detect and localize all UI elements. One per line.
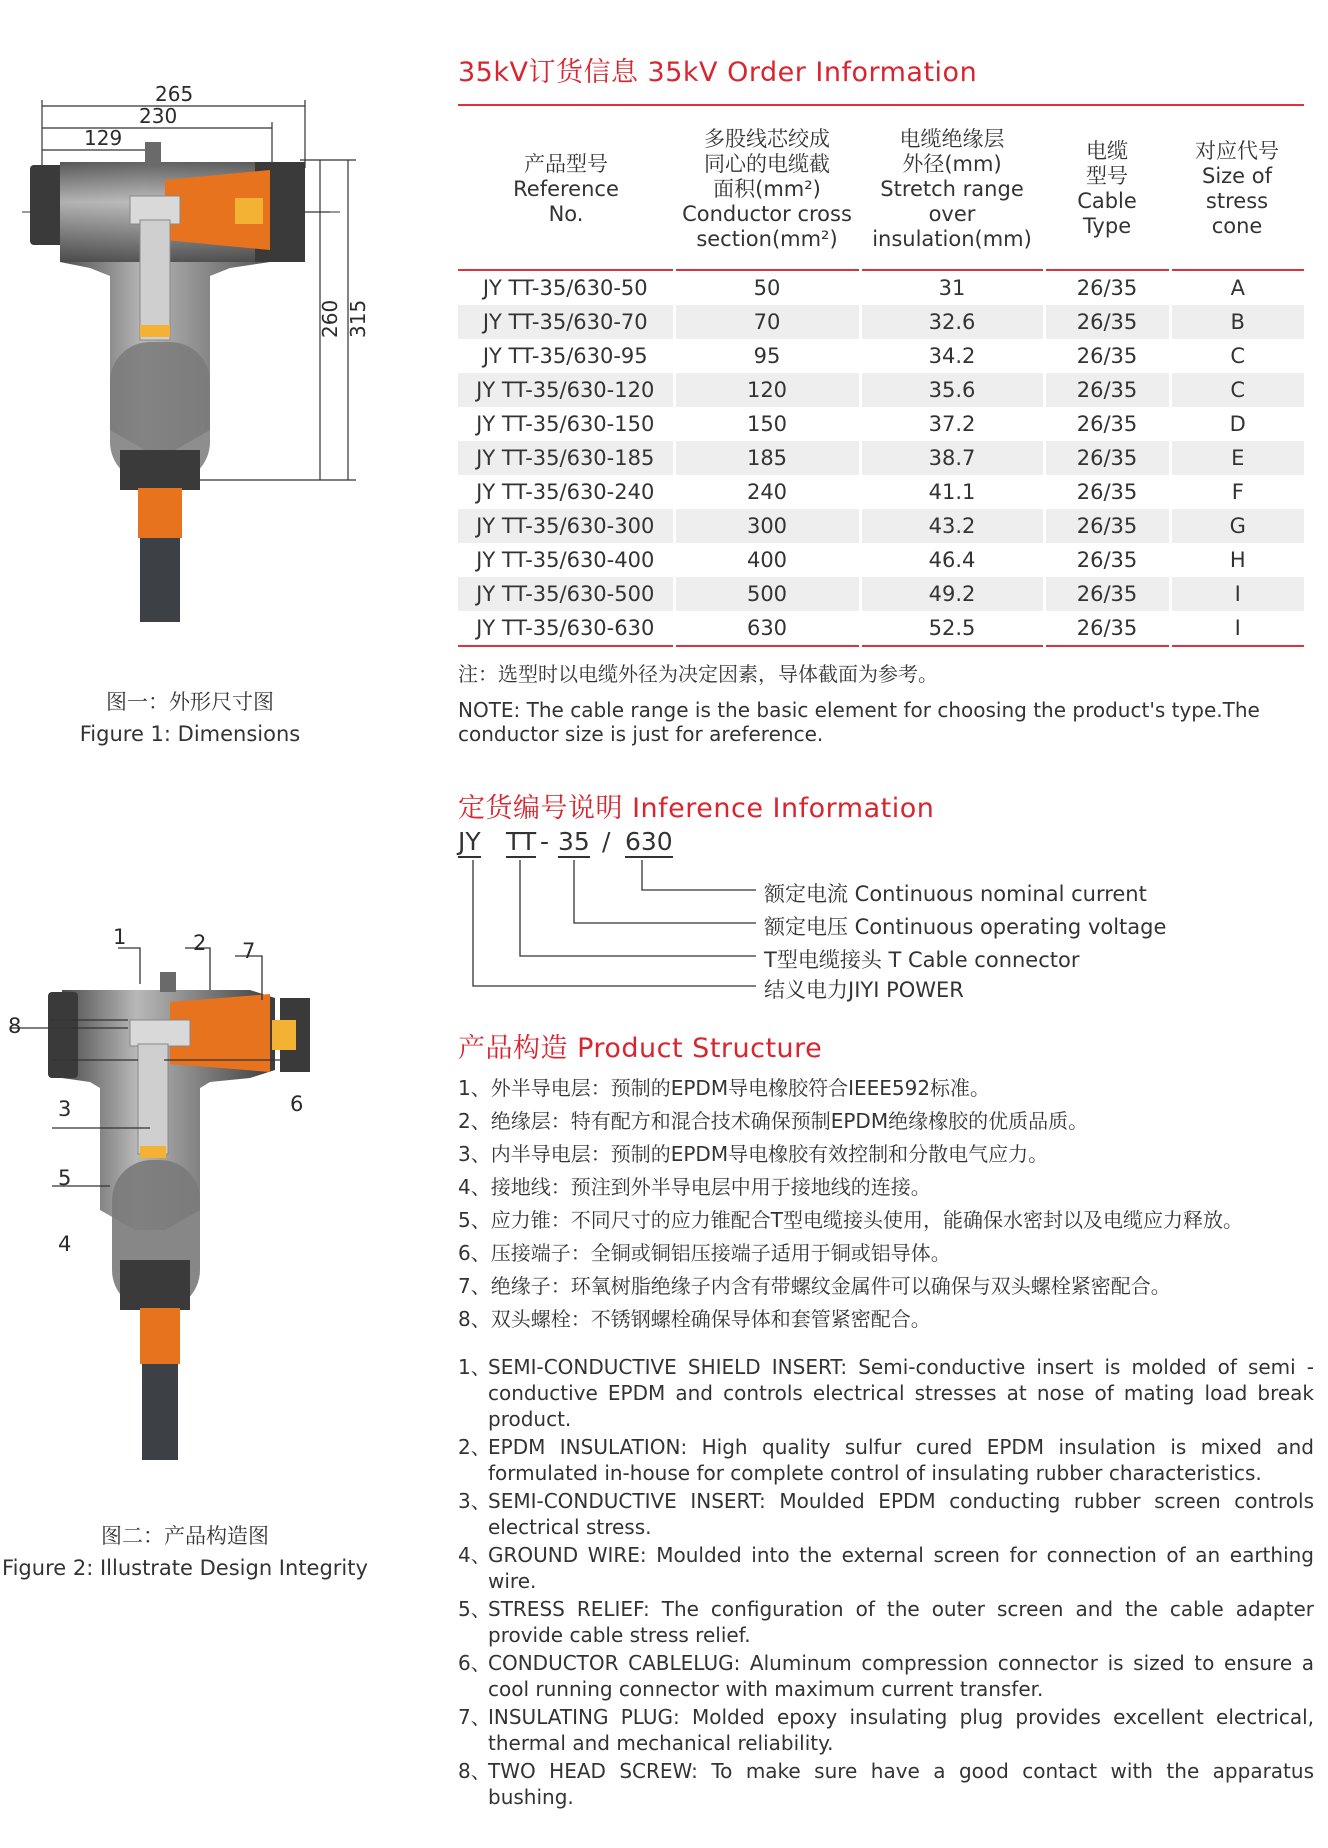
figure2-caption [0,1520,370,1584]
code-slash: / [602,827,611,856]
table-row [458,475,1304,509]
cell-cable-type: 26/35 [1044,373,1170,407]
list-item-number: 3、 [458,1489,491,1513]
cell-reference: JY TT-35/630-400 [476,548,655,572]
cell-insulation: 49.2 [860,577,1044,611]
code-current: 630 [625,827,673,856]
list-item-text: INSULATING PLUG: Molded epoxy insulating plug provides excellent electrical, thermal and mechanical reliability. [488,1705,1314,1755]
list-item-text: STRESS RELIEF: The configuration of the outer screen and the cable adapter provide cable stress relief. [488,1597,1314,1647]
cell-insulation: 52.5 [860,611,1044,646]
table-row [458,611,1304,646]
cell-stress-cone: I [1170,577,1304,611]
list-item: 4、接地线：预注到外半导电层中用于接地线的连接。 [458,1175,931,1199]
figure1-caption-en: Figure 1: Dimensions [79,722,301,746]
list-item: 5、应力锥：不同尺寸的应力锥配合T型电缆接头使用，能确保水密封以及电缆应力释放。 [458,1208,1243,1232]
table-row [458,373,1304,407]
cell-insulation: 38.7 [860,441,1044,475]
cell-stress-cone: E [1170,441,1304,475]
list-item: 7、绝缘子：环氧树脂绝缘子内含有带螺纹金属件可以确保与双头螺栓紧密配合。 [458,1274,1171,1298]
code-brand: JY [458,827,481,856]
cell-cable-type: 26/35 [1044,305,1170,339]
order-table [458,109,1304,647]
table-row [458,305,1304,339]
list-item-number: 6、 [458,1651,491,1675]
cell-stress-cone: B [1170,305,1304,339]
cell-section: 120 [674,373,860,407]
callout-1: 1 [113,925,127,949]
list-item: 8、双头螺栓：不锈钢螺栓确保导体和套管紧密配合。 [458,1307,931,1331]
code-dash: - [540,827,550,856]
cell-stress-cone: H [1170,543,1304,577]
code-voltage: 35 [558,827,590,856]
callout-3: 3 [58,1097,72,1121]
list-item-text: CONDUCTOR CABLELUG: Aluminum compression connector is sized to ensure a cool running connector with maximum current transfer. [488,1651,1314,1701]
table-row [458,339,1304,373]
header-cable-type: 电缆 型号 Cable Type [1044,109,1170,270]
callout-8: 8 [8,1014,22,1038]
label-current: 额定电流 Continuous nominal current [764,882,1147,906]
callout-5: 5 [58,1166,72,1190]
cell-insulation: 37.2 [860,407,1044,441]
cell-reference: JY TT-35/630-240 [476,480,655,504]
cell-reference: JY TT-35/630-150 [476,412,655,436]
cell-section: 300 [674,509,860,543]
cell-stress-cone: C [1170,339,1304,373]
list-item-number: 5、 [458,1597,491,1621]
cell-insulation: 32.6 [860,305,1044,339]
dim-265: 265 [155,82,194,106]
cell-cable-type: 26/35 [1044,509,1170,543]
label-voltage: 额定电压 Continuous operating voltage [764,915,1167,939]
cell-reference: JY TT-35/630-120 [458,373,674,407]
cell-stress-cone: F [1170,475,1304,509]
list-item: 2、绝缘层：特有配方和混合技术确保预制EPDM绝缘橡胶的优质品质。 [458,1109,1089,1133]
table-row [458,543,1304,577]
code-type: TT [506,827,537,856]
cell-cable-type: 26/35 [1044,339,1170,373]
list-item-text: SEMI-CONDUCTIVE SHIELD INSERT: Semi-conductive insert is molded of semi -conductive EPDM and controls electrical stresses at nose of mating load break product. [488,1355,1314,1431]
cell-cable-type: 26/35 [1044,543,1170,577]
figure1-caption-cn: 图一：外形尺寸图 [106,690,274,714]
cell-insulation: 31 [860,270,1044,305]
inference-leader-lines [458,860,758,1000]
structure-title: 产品构造 Product Structure [458,1033,823,1064]
label-brand: 结义电力JIYI POWER [764,978,964,1002]
figure2-caption-en: Figure 2: Illustrate Design Integrity [2,1556,368,1580]
order-title-divider [458,104,1304,106]
header-insulation: 电缆绝缘层 外径(mm) Stretch range over insulation(mm) [860,109,1044,270]
table-row [458,407,1304,441]
cell-section: 500 [674,577,860,611]
list-item: 1、外半导电层：预制的EPDM导电橡胶符合IEEE592标准。 [458,1076,991,1100]
structure-list-en [458,1354,1314,1812]
cell-stress-cone: G [1170,509,1304,543]
figure1-caption [40,686,340,750]
table-row [458,270,1304,305]
list-item-number: 1、 [458,1355,491,1379]
note-cn: 注：选型时以电缆外径为决定因素，导体截面为参考。 [458,662,938,686]
list-item [458,1704,1314,1756]
list-item-text: SEMI-CONDUCTIVE INSERT: Moulded EPDM conducting rubber screen controls electrical stress. [488,1489,1314,1539]
list-item [458,1434,1314,1486]
list-item-text: GROUND WIRE: Moulded into the external screen for connection of an earthing wire. [488,1543,1314,1593]
dim-230: 230 [139,104,178,128]
note-en-line1: NOTE: The cable range is the basic element for choosing the product's type.The [458,698,1260,722]
cell-reference: JY TT-35/630-95 [482,344,648,368]
cell-section: 70 [674,305,860,339]
order-table-header [458,109,1304,270]
cell-insulation: 34.2 [860,339,1044,373]
list-item [458,1758,1314,1810]
cell-stress-cone: I [1170,611,1304,646]
cell-cable-type: 26/35 [1044,577,1170,611]
cell-section: 150 [674,407,860,441]
table-row [458,577,1304,611]
cell-reference: JY TT-35/630-300 [458,509,674,543]
dim-129: 129 [84,126,123,150]
cell-stress-cone: C [1170,373,1304,407]
callout-2: 2 [193,931,207,955]
order-info-title: 35kV订货信息 35kV Order Information [458,57,978,88]
cell-stress-cone: A [1170,270,1304,305]
cell-cable-type: 26/35 [1044,270,1170,305]
cell-reference: JY TT-35/630-500 [458,577,674,611]
list-item: 6、压接端子：全铜或铜铝压接端子适用于铜或铝导体。 [458,1241,951,1265]
list-item-text: EPDM INSULATION: High quality sulfur cured EPDM insulation is mixed and formulated in-house for complete control of insulating rubber characteristics. [488,1435,1314,1485]
header-stress-cone: 对应代号 Size of stress cone [1170,109,1304,270]
cell-section: 50 [674,270,860,305]
cell-section: 95 [674,339,860,373]
list-item [458,1650,1314,1702]
inference-title: 定货编号说明 Inference Information [458,793,935,824]
cell-cable-type: 26/35 [1044,475,1170,509]
list-item-number: 7、 [458,1705,491,1729]
cell-reference: JY TT-35/630-50 [482,276,648,300]
callout-6: 6 [290,1092,304,1116]
list-item [458,1596,1314,1648]
list-item-number: 8、 [458,1759,491,1783]
structure-list-cn [458,1072,1328,1336]
list-item [458,1542,1314,1594]
table-row [458,509,1304,543]
list-item [458,1488,1314,1540]
callout-7: 7 [242,939,256,963]
list-item-number: 2、 [458,1435,491,1459]
cell-stress-cone: D [1170,407,1304,441]
list-item [458,1354,1314,1432]
cell-reference: JY TT-35/630-70 [458,305,674,339]
figure2-structure-drawing [0,920,380,1480]
callout-4: 4 [58,1232,72,1256]
cell-cable-type: 26/35 [1044,441,1170,475]
figure2-caption-cn: 图二：产品构造图 [101,1524,269,1548]
cell-section: 240 [674,475,860,509]
cell-insulation: 46.4 [860,543,1044,577]
label-connector: T型电缆接头 T Cable connector [764,948,1080,972]
cell-section: 400 [674,543,860,577]
dim-260: 260 [318,299,342,338]
cell-cable-type: 26/35 [1044,407,1170,441]
cell-reference: JY TT-35/630-185 [458,441,674,475]
list-item-number: 4、 [458,1543,491,1567]
header-conductor: 多股线芯绞成 同心的电缆截 面积(mm²) Conductor cross section(mm²) [674,109,860,270]
list-item: 3、内半导电层：预制的EPDM导电橡胶有效控制和分散电气应力。 [458,1142,1049,1166]
cell-reference: JY TT-35/630-630 [458,611,674,646]
cell-section: 630 [674,611,860,646]
table-row [458,441,1304,475]
header-reference: 产品型号 Reference No. [458,109,674,270]
cell-insulation: 41.1 [860,475,1044,509]
cell-insulation: 35.6 [860,373,1044,407]
note-en-line2: conductor size is just for areference. [458,722,824,746]
figure1-dimension-drawing [0,70,380,660]
cell-cable-type: 26/35 [1044,611,1170,646]
dim-315: 315 [346,299,370,338]
cell-insulation: 43.2 [860,509,1044,543]
cell-section: 185 [674,441,860,475]
list-item-text: TWO HEAD SCREW: To make sure have a good contact with the apparatus bushing. [488,1759,1314,1809]
